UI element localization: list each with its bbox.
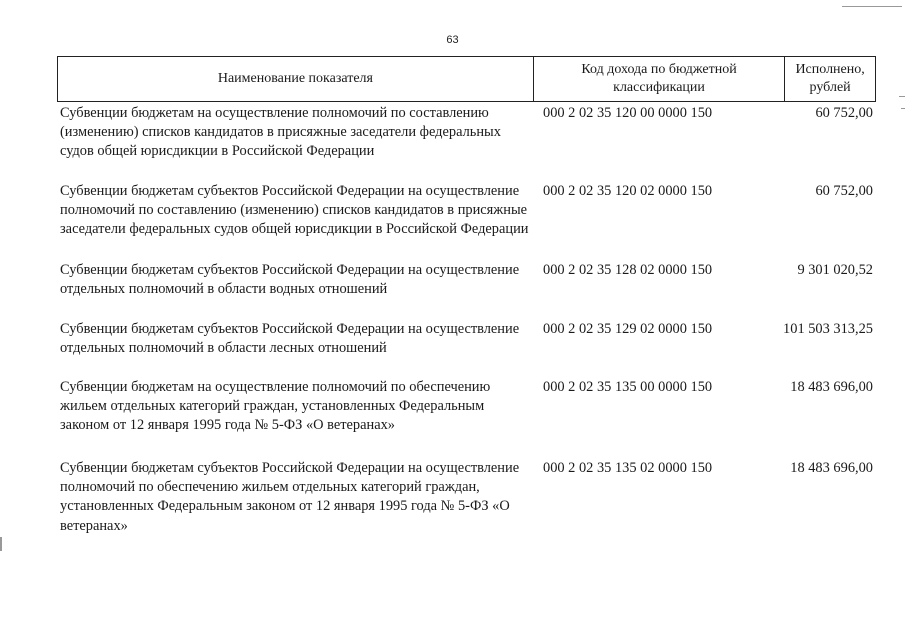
row-name: Субвенции бюджетам субъектов Российской Федерации на осуществление полномочий по обеспечению жильем отдельных категорий граждан, установленных Федеральным законом от 12 января 1995 года № 5-ФЗ «О ветеранах» <box>60 460 520 534</box>
header-code: Код дохода по бюджетной классификации <box>533 57 784 101</box>
scan-edge-mark <box>842 6 902 7</box>
scan-edge-mark <box>0 537 2 551</box>
row-name: Субвенции бюджетам на осуществление полномочий по обеспечению жильем отдельных категорий граждан, установленных Федеральным законом от 12 января 1995 года № 5-ФЗ «О ветеранах» <box>60 379 491 434</box>
row-amount: 9 301 020,52 <box>797 262 873 278</box>
row-code: 000 2 02 35 120 00 0000 150 <box>543 105 713 121</box>
scan-edge-mark <box>899 96 905 97</box>
row-name: Субвенции бюджетам субъектов Российской Федерации на осуществление отдельных полномочий в области водных отношений <box>60 262 520 298</box>
row-amount: 101 503 313,25 <box>783 321 873 337</box>
table-header <box>57 56 876 102</box>
page-number: 63 <box>446 34 459 46</box>
row-code: 000 2 02 35 135 00 0000 150 <box>543 379 713 395</box>
row-name: Субвенции бюджетам субъектов Российской Федерации на осуществление отдельных полномочий в области лесных отношений <box>60 321 520 357</box>
row-amount: 60 752,00 <box>815 183 873 199</box>
row-code: 000 2 02 35 129 02 0000 150 <box>543 321 713 337</box>
row-code: 000 2 02 35 120 02 0000 150 <box>543 183 713 199</box>
row-amount: 18 483 696,00 <box>790 460 873 476</box>
row-amount: 18 483 696,00 <box>790 379 873 395</box>
header-name: Наименование показателя <box>217 71 373 86</box>
row-name: Субвенции бюджетам на осуществление полномочий по составлению (изменению) списков кандидатов в присяжные заседатели федеральных судов общей юрисдикции в Российской Федерации <box>60 105 501 160</box>
row-code: 000 2 02 35 135 02 0000 150 <box>543 460 713 476</box>
row-code: 000 2 02 35 128 02 0000 150 <box>543 262 713 278</box>
header-amount: Исполнено, рублей <box>784 57 875 101</box>
scan-edge-mark <box>901 108 905 109</box>
row-name: Субвенции бюджетам субъектов Российской Федерации на осуществление полномочий по составлению (изменению) списков кандидатов в присяжные заседатели федеральных судов общей юрисдикции в Российской Федерации <box>60 183 529 238</box>
row-amount: 60 752,00 <box>815 105 873 121</box>
